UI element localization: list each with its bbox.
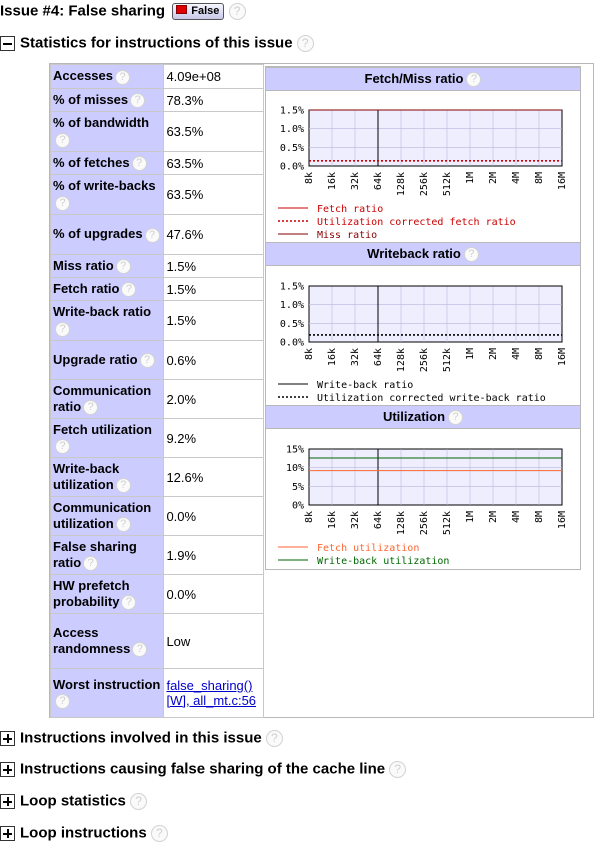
stats-row: [51, 215, 264, 255]
x-tick-label: 1M: [465, 348, 476, 361]
stat-value: 12.6%: [164, 458, 264, 497]
x-tick-label: 256k: [419, 511, 430, 536]
stat-label-text: Communication utilization: [53, 499, 152, 531]
chart-title-text: Utilization: [382, 409, 446, 424]
x-tick-label: 32k: [350, 348, 361, 367]
x-tick-label: 256k: [419, 348, 430, 373]
y-tick-label: 5%: [291, 481, 304, 493]
x-tick-label: 1M: [465, 511, 476, 524]
y-tick-label: 1.5%: [279, 281, 304, 293]
statistics-frame: [49, 63, 594, 718]
stat-label: [51, 175, 164, 215]
stats-row: [51, 175, 264, 215]
stat-label: [51, 152, 164, 175]
x-tick-label: 4M: [511, 511, 522, 524]
help-icon[interactable]: ?: [448, 410, 463, 425]
help-icon[interactable]: ?: [132, 156, 147, 171]
x-tick-label: 128k: [396, 172, 407, 197]
stat-value: 4.09e+08: [164, 65, 264, 89]
y-tick-label: 0.5%: [279, 142, 304, 154]
help-icon[interactable]: ?: [130, 793, 147, 810]
plot-area: [309, 110, 562, 166]
x-tick-label: 2M: [488, 511, 499, 524]
fetch-miss-chart: [266, 92, 580, 242]
stat-value: 63.5%: [164, 175, 264, 215]
expand-icon[interactable]: [0, 762, 15, 777]
section-loop-statistics[interactable]: [0, 792, 147, 810]
stat-value: 0.0%: [164, 575, 264, 614]
x-tick-label: 8M: [534, 172, 545, 185]
help-icon[interactable]: ?: [55, 694, 70, 709]
legend-label: Utilization corrected write-back ratio: [317, 393, 546, 404]
help-icon[interactable]: ?: [132, 642, 147, 657]
section-statistics[interactable]: [0, 34, 314, 52]
help-icon[interactable]: ?: [83, 400, 98, 415]
x-tick-label: 16k: [327, 172, 338, 191]
stat-label-text: Upgrade ratio: [53, 351, 138, 367]
stats-row: [51, 575, 264, 614]
x-tick-label: 4M: [511, 348, 522, 361]
x-tick-label: 1M: [465, 172, 476, 185]
legend-label: Miss ratio: [317, 230, 378, 241]
y-tick-label: 0.0%: [279, 337, 304, 349]
help-icon[interactable]: ?: [145, 228, 160, 243]
collapse-icon[interactable]: [0, 36, 15, 51]
issue-title: [0, 2, 246, 20]
chart-panel: [265, 66, 581, 570]
y-tick-label: 0.0%: [279, 161, 304, 173]
stat-value: [164, 669, 264, 718]
stat-value: 0.0%: [164, 497, 264, 536]
plot-area: [309, 286, 562, 342]
stat-label-text: % of fetches: [53, 154, 130, 170]
stat-label: [51, 89, 164, 112]
x-tick-label: 512k: [442, 172, 453, 197]
stat-label-text: Fetch utilization: [53, 421, 152, 437]
chart-title-writeback: [266, 242, 580, 266]
x-tick-label: 64k: [373, 172, 384, 191]
x-tick-label: 8M: [534, 511, 545, 524]
stats-row: [51, 614, 264, 669]
x-tick-label: 16k: [327, 511, 338, 530]
stat-value: 1.5%: [164, 255, 264, 278]
x-tick-label: 8k: [304, 511, 315, 524]
stats-row: [51, 65, 264, 89]
help-icon[interactable]: ?: [116, 517, 131, 532]
expand-icon[interactable]: [0, 826, 15, 841]
x-tick-label: 128k: [396, 511, 407, 536]
stats-row: [51, 669, 264, 718]
stats-row: [51, 380, 264, 419]
stat-label-text: Worst instruction: [53, 676, 161, 692]
help-icon[interactable]: ?: [130, 93, 145, 108]
chart-title-fetch-miss: [266, 67, 580, 91]
stat-label-text: Write-back utilization: [53, 460, 120, 492]
stat-label-text: Write-back ratio: [53, 304, 152, 320]
help-icon[interactable]: ?: [55, 322, 70, 337]
help-icon[interactable]: ?: [55, 133, 70, 148]
stat-label-text: Access randomness: [53, 624, 131, 656]
stat-label: [51, 458, 164, 497]
help-icon[interactable]: ?: [116, 478, 131, 493]
legend-label: Write-back utilization: [317, 556, 450, 567]
stat-value: 47.6%: [164, 215, 264, 255]
help-icon[interactable]: ?: [266, 730, 283, 747]
help-icon[interactable]: ?: [229, 3, 246, 20]
chart-title-utilization: [266, 405, 580, 429]
help-icon[interactable]: ?: [464, 247, 479, 262]
stat-value: 63.5%: [164, 152, 264, 175]
y-tick-label: 0.5%: [279, 318, 304, 330]
expand-icon[interactable]: [0, 794, 15, 809]
legend-label: Fetch utilization: [317, 543, 420, 554]
stat-label: [51, 614, 164, 669]
plot-area: [309, 449, 562, 505]
stats-row: [51, 419, 264, 458]
legend-label: Utilization corrected fetch ratio: [317, 217, 516, 228]
stat-value: 63.5%: [164, 112, 264, 152]
stat-value: 1.9%: [164, 536, 264, 575]
badge-label: False: [191, 4, 220, 17]
section-statistics-label: Statistics for instructions of this issue: [20, 34, 293, 52]
stat-label: [51, 112, 164, 152]
red-square-icon: [176, 5, 187, 14]
stat-value: 1.5%: [164, 278, 264, 301]
stat-label: [51, 278, 164, 301]
stat-label-text: Accesses: [53, 68, 113, 84]
x-tick-label: 256k: [419, 172, 430, 197]
stats-table: [50, 64, 264, 718]
help-icon[interactable]: ?: [389, 761, 406, 778]
help-icon[interactable]: ?: [55, 196, 70, 211]
stat-label: [51, 497, 164, 536]
stats-row: [51, 536, 264, 575]
section-involved-label: Instructions involved in this issue: [20, 729, 262, 747]
section-loop-statistics-label: Loop statistics: [20, 792, 126, 810]
stat-label-text: False sharing ratio: [53, 538, 137, 570]
stat-value: 2.0%: [164, 380, 264, 419]
section-causing-label: Instructions causing false sharing of the cache line: [20, 760, 386, 778]
stats-row: [51, 255, 264, 278]
help-icon[interactable]: ?: [121, 595, 136, 610]
stats-row: [51, 278, 264, 301]
stat-label-text: % of upgrades: [53, 226, 143, 242]
stat-label: [51, 255, 164, 278]
expand-icon[interactable]: [0, 731, 15, 746]
x-tick-label: 16M: [557, 172, 568, 191]
x-tick-label: 16k: [327, 348, 338, 367]
stat-label: [51, 380, 164, 419]
section-causing[interactable]: [0, 760, 406, 778]
stat-label: [51, 341, 164, 380]
x-tick-label: 512k: [442, 511, 453, 536]
help-icon[interactable]: ?: [121, 282, 136, 297]
stat-label: [51, 65, 164, 89]
section-loop-instructions-label: Loop instructions: [20, 824, 147, 842]
stat-value: 0.6%: [164, 341, 264, 380]
y-tick-label: 10%: [285, 463, 304, 475]
stat-label-text: Fetch ratio: [53, 280, 120, 296]
x-tick-label: 8k: [304, 348, 315, 361]
x-tick-label: 32k: [350, 172, 361, 191]
stat-label: [51, 215, 164, 255]
false-badge[interactable]: [172, 3, 224, 20]
y-tick-label: 0%: [291, 500, 304, 512]
stat-label: [51, 419, 164, 458]
chart-title-text: Fetch/Miss ratio: [364, 71, 464, 86]
help-icon[interactable]: ?: [115, 70, 130, 85]
stats-row: [51, 458, 264, 497]
y-tick-label: 15%: [285, 444, 304, 456]
y-tick-label: 1.5%: [279, 105, 304, 117]
stat-label-text: % of bandwidth: [53, 115, 150, 131]
stat-value: 9.2%: [164, 419, 264, 458]
stat-label-text: % of write-backs: [53, 178, 156, 194]
x-tick-label: 16M: [557, 348, 568, 367]
x-tick-label: 32k: [350, 511, 361, 530]
stat-label-text: Communication ratio: [53, 382, 152, 414]
help-icon[interactable]: ?: [140, 353, 155, 368]
stats-row: [51, 89, 264, 112]
help-icon[interactable]: ?: [55, 439, 70, 454]
section-loop-instructions[interactable]: [0, 824, 168, 842]
legend-label: Write-back ratio: [317, 380, 414, 391]
x-tick-label: 2M: [488, 348, 499, 361]
x-tick-label: 8M: [534, 348, 545, 361]
stat-value: 1.5%: [164, 301, 264, 341]
stats-row: [51, 497, 264, 536]
x-tick-label: 2M: [488, 172, 499, 185]
help-icon[interactable]: ?: [116, 259, 131, 274]
help-icon[interactable]: ?: [83, 556, 98, 571]
x-tick-label: 512k: [442, 348, 453, 373]
utilization-chart: [266, 431, 580, 569]
stats-row: [51, 341, 264, 380]
x-tick-label: 16M: [557, 511, 568, 530]
x-tick-label: 128k: [396, 348, 407, 373]
stat-label-text: % of misses: [53, 91, 129, 107]
stat-label: [51, 575, 164, 614]
y-tick-label: 1.0%: [279, 300, 304, 312]
stats-row: [51, 301, 264, 341]
chart-title-text: Writeback ratio: [367, 246, 461, 261]
writeback-chart: [266, 268, 580, 405]
issue-title-text: Issue #4: False sharing: [0, 2, 166, 20]
section-involved[interactable]: [0, 729, 283, 747]
stats-row: [51, 112, 264, 152]
y-tick-label: 1.0%: [279, 124, 304, 136]
help-icon[interactable]: ?: [466, 72, 481, 87]
x-tick-label: 64k: [373, 348, 384, 367]
stat-value: 78.3%: [164, 89, 264, 112]
x-tick-label: 4M: [511, 172, 522, 185]
stat-value: Low: [164, 614, 264, 669]
stat-label-text: Miss ratio: [53, 257, 114, 273]
stat-label-text: HW prefetch probability: [53, 577, 130, 609]
x-tick-label: 8k: [304, 172, 315, 185]
stat-label: [51, 301, 164, 341]
stats-row: [51, 152, 264, 175]
help-icon[interactable]: ?: [297, 35, 314, 52]
legend-label: Fetch ratio: [317, 204, 384, 215]
stat-label: [51, 536, 164, 575]
worst-instruction-link[interactable]: false_sharing() [W], all_mt.c:56: [166, 678, 257, 708]
stat-label: [51, 669, 164, 718]
help-icon[interactable]: ?: [151, 825, 168, 842]
x-tick-label: 64k: [373, 511, 384, 530]
